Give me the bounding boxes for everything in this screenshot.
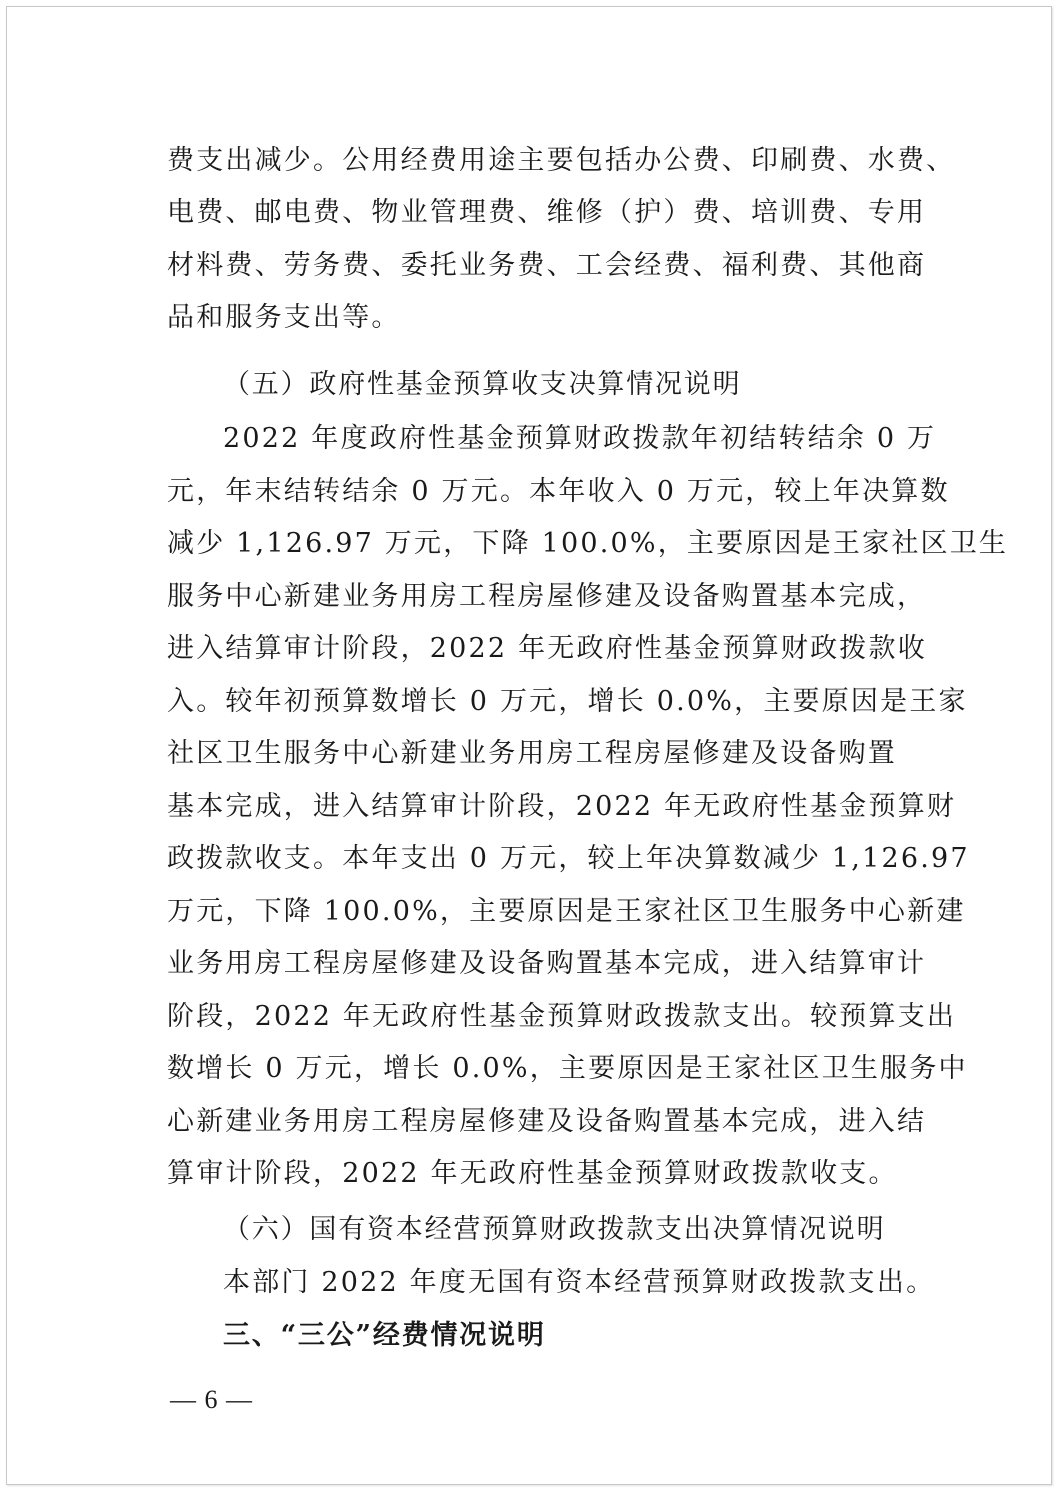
- paragraph-line: 电费、邮电费、物业管理费、维修（护）费、培训费、专用: [167, 197, 927, 228]
- section-heading-6: （六）国有资本经营预算财政拨款支出决算情况说明: [223, 1214, 886, 1245]
- paragraph-line: 本部门 2022 年度无国有资本经营预算财政拨款支出。: [223, 1267, 936, 1298]
- paragraph-line: 2022 年度政府性基金预算财政拨款年初结转结余 0 万: [223, 423, 937, 454]
- paragraph-line: 万元，下降 100.0%，主要原因是王家社区卫生服务中心新建: [167, 896, 966, 927]
- section-heading-5: （五）政府性基金预算收支决算情况说明: [223, 369, 742, 400]
- paragraph-line: 算审计阶段，2022 年无政府性基金预算财政拨款收支。: [167, 1158, 898, 1189]
- paragraph-line: 元，年末结转结余 0 万元。本年收入 0 万元，较上年决算数: [167, 476, 950, 507]
- paragraph-line: 进入结算审计阶段，2022 年无政府性基金预算财政拨款收: [167, 633, 927, 664]
- paragraph-line: 品和服务支出等。: [167, 302, 401, 333]
- paragraph-line: 材料费、劳务费、委托业务费、工会经费、福利费、其他商: [167, 250, 927, 281]
- paragraph-line: 减少 1,126.97 万元，下降 100.0%，主要原因是王家社区卫生: [167, 528, 1009, 559]
- paragraph-line: 阶段，2022 年无政府性基金预算财政拨款支出。较预算支出: [167, 1001, 957, 1032]
- paragraph-line: 入。较年初预算数增长 0 万元，增长 0.0%，主要原因是王家: [167, 686, 968, 717]
- paragraph-line: 数增长 0 万元，增长 0.0%，主要原因是王家社区卫生服务中: [167, 1053, 968, 1084]
- paragraph-line: 政拨款收支。本年支出 0 万元，较上年决算数减少 1,126.97: [167, 843, 970, 874]
- paragraph-line: 费支出减少。公用经费用途主要包括办公费、印刷费、水费、: [167, 145, 956, 176]
- paragraph-line: 服务中心新建业务用房工程房屋修建及设备购置基本完成，: [167, 581, 927, 612]
- section-heading-three-public: 三、“三公”经费情况说明: [223, 1320, 546, 1351]
- paragraph-line: 心新建业务用房工程房屋修建及设备购置基本完成，进入结: [167, 1106, 927, 1137]
- paragraph-line: 基本完成，进入结算审计阶段，2022 年无政府性基金预算财: [167, 791, 957, 822]
- paragraph-line: 社区卫生服务中心新建业务用房工程房屋修建及设备购置: [167, 738, 897, 769]
- document-page: [6, 6, 1052, 1485]
- page-number: — 6 —: [170, 1385, 253, 1414]
- paragraph-line: 业务用房工程房屋修建及设备购置基本完成，进入结算审计: [167, 948, 927, 979]
